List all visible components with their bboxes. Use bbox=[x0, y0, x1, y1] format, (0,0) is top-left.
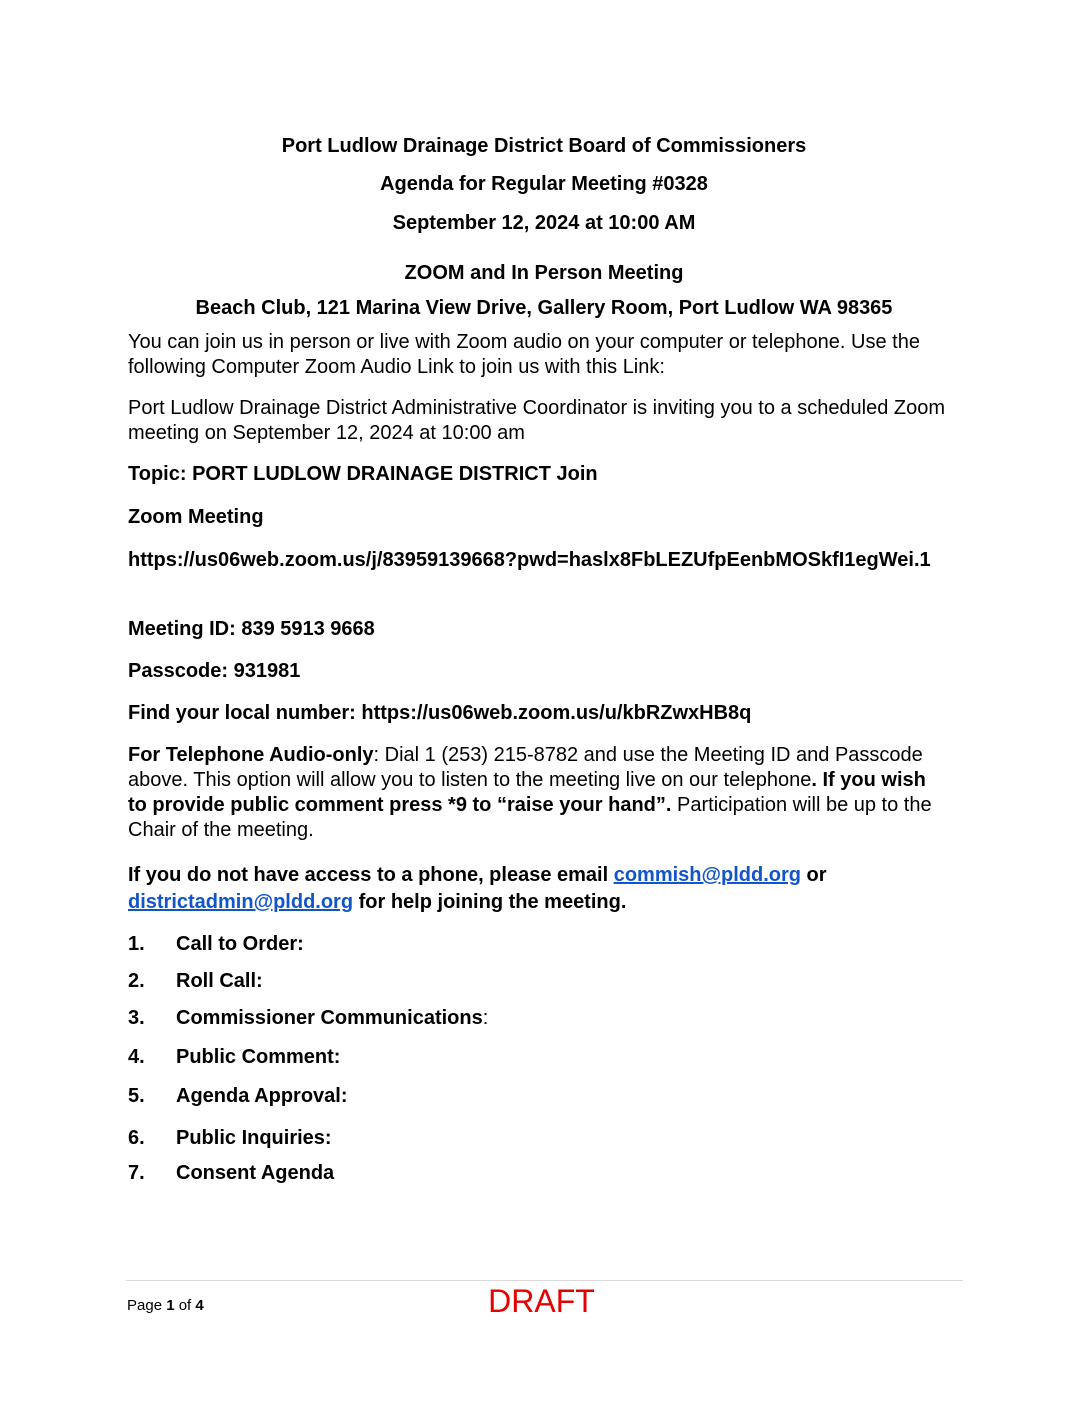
agenda-item-number: 1. bbox=[128, 933, 145, 955]
agenda-item bbox=[128, 1161, 928, 1185]
agenda-item bbox=[128, 1006, 928, 1030]
agenda-item bbox=[128, 1084, 928, 1108]
agenda-item-label: Commissioner Communications bbox=[176, 1007, 483, 1029]
draft-watermark: DRAFT bbox=[488, 1283, 595, 1319]
agenda-item bbox=[128, 969, 928, 993]
zoom-local-number: Find your local number: https://us06web.zoom.us/u/kbRZwxHB8q bbox=[128, 702, 752, 724]
agenda-item-label: Consent Agenda bbox=[176, 1162, 335, 1184]
agenda-item-number: 6. bbox=[128, 1127, 145, 1149]
agenda-item-number: 5. bbox=[128, 1085, 145, 1107]
telephone-instructions: : Dial 1 (253) 215-8782 and use the Meeting ID and Passcode above. This option will allow you to listen to the meeting live on our telephone bbox=[128, 744, 923, 791]
meeting-agenda-title: Agenda for Regular Meeting #0328 bbox=[380, 173, 708, 195]
zoom-join-label: Zoom Meeting bbox=[128, 506, 264, 528]
commish-email-link[interactable]: commish@pldd.org bbox=[613, 864, 801, 886]
meeting-location: Beach Club, 121 Marina View Drive, Gallery Room, Port Ludlow WA 98365 bbox=[195, 297, 893, 319]
document-title: Port Ludlow Drainage District Board of Commissioners bbox=[281, 135, 807, 157]
agenda-item-number: 7. bbox=[128, 1162, 145, 1184]
agenda-item-number: 3. bbox=[128, 1007, 145, 1029]
no-phone-or: or bbox=[801, 864, 827, 886]
page-total: 4 bbox=[195, 1297, 204, 1314]
agenda-item-label: Public Inquiries: bbox=[176, 1127, 332, 1149]
agenda-item-label: Agenda Approval: bbox=[176, 1085, 348, 1107]
telephone-label: For Telephone Audio-only bbox=[128, 744, 374, 766]
zoom-passcode: Passcode: 931981 bbox=[128, 660, 301, 682]
no-phone-paragraph bbox=[128, 862, 948, 916]
no-phone-text: If you do not have access to a phone, please email bbox=[128, 864, 614, 886]
agenda-item-label: Roll Call: bbox=[176, 970, 263, 992]
agenda-item bbox=[128, 932, 928, 956]
zoom-meeting-id: Meeting ID: 839 5913 9668 bbox=[128, 618, 375, 640]
footer-divider bbox=[126, 1280, 963, 1281]
agenda-item-number: 2. bbox=[128, 970, 145, 992]
invitation-paragraph: Port Ludlow Drainage District Administrative Coordinator is inviting you to a scheduled Zoom meeting on September 12, 2024 at 10:00 am bbox=[128, 397, 946, 444]
public-comment-instructions: . If you wish to provide public comment press *9 to “raise your hand”. bbox=[128, 769, 926, 816]
participation-note: Participation will be up to the Chair of the meeting. bbox=[128, 794, 932, 841]
meeting-format: ZOOM and In Person Meeting bbox=[404, 262, 684, 284]
agenda-item-label: Call to Order: bbox=[176, 933, 304, 955]
agenda-item-label: Public Comment: bbox=[176, 1046, 341, 1068]
zoom-meeting-url: https://us06web.zoom.us/j/83959139668?pwd=haslx8FbLEZUfpEenbMOSkfI1egWei.1 bbox=[128, 549, 931, 571]
agenda-item-number: 4. bbox=[128, 1046, 145, 1068]
districtadmin-email-link[interactable]: districtadmin@pldd.org bbox=[128, 891, 354, 913]
intro-paragraph: You can join us in person or live with Zoom audio on your computer or telephone. Use the following Computer Zoom Audio Link to join us with this Link: bbox=[128, 331, 920, 378]
page-of: of bbox=[174, 1297, 196, 1314]
page-current: 1 bbox=[166, 1297, 175, 1314]
meeting-date: September 12, 2024 at 10:00 AM bbox=[392, 212, 696, 234]
agenda-item-colon: : bbox=[482, 1007, 489, 1029]
agenda-item bbox=[128, 1045, 928, 1069]
telephone-paragraph bbox=[128, 743, 938, 843]
agenda-item bbox=[128, 1126, 928, 1150]
no-phone-help-text: for help joining the meeting. bbox=[353, 891, 627, 913]
zoom-topic: Topic: PORT LUDLOW DRAINAGE DISTRICT Join bbox=[128, 463, 598, 485]
page-prefix: Page bbox=[127, 1297, 167, 1314]
